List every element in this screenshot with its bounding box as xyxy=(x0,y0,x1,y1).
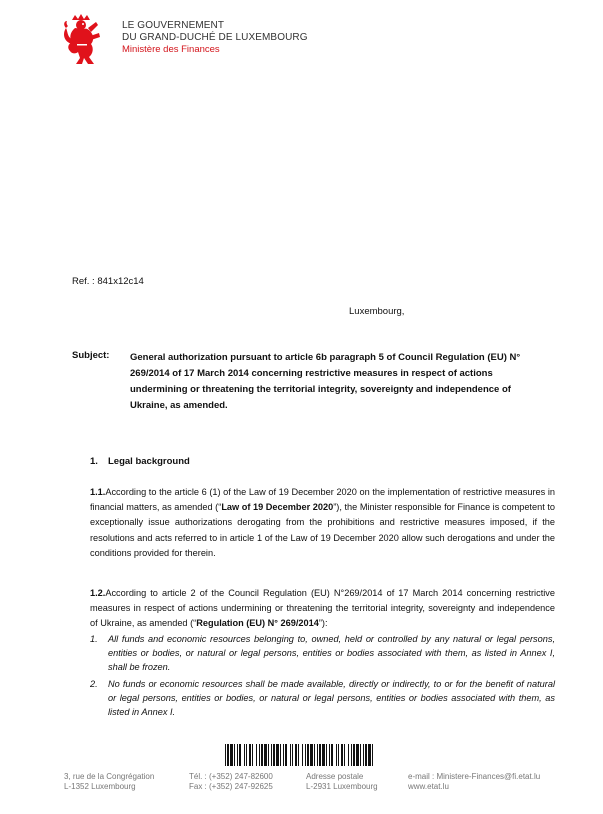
footer-address-line1: 3, rue de la Congrégation xyxy=(64,772,155,781)
barcode-bar xyxy=(331,744,333,766)
barcode-image xyxy=(225,744,375,770)
paragraph-defined-term: Regulation (EU) N° 269/2014 xyxy=(196,618,319,629)
barcode-bar xyxy=(290,744,291,766)
reference-number: Ref. : 841x12c14 xyxy=(72,276,144,287)
barcode-bar xyxy=(252,744,253,766)
footer-website: www.etat.lu xyxy=(408,782,449,791)
paragraph-1-2 xyxy=(90,586,555,632)
footer-postal xyxy=(306,772,378,792)
barcode-bar xyxy=(280,744,281,766)
barcode-bar xyxy=(356,744,359,766)
barcode-bar xyxy=(341,744,343,766)
barcode-bar xyxy=(227,744,229,766)
list-item xyxy=(90,632,555,675)
barcode-bar xyxy=(314,744,315,766)
paragraph-1-1 xyxy=(90,485,555,561)
place-date-line: Luxembourg, xyxy=(349,306,405,317)
footer-email: e-mail : Ministere-Finances@fi.etat.lu xyxy=(408,772,541,781)
list-item-number: 1. xyxy=(90,634,98,644)
barcode-bar xyxy=(264,744,267,766)
barcode-bar xyxy=(326,744,327,766)
list-item-text: No funds or economic resources shall be made available, directly or indirectly, to or for the benefit of natural or legal persons, entities or bodies, or natural or legal persons, entities or bodies associated with them, as listed in Annex I. xyxy=(108,679,555,718)
ministry-name: Ministère des Finances xyxy=(122,44,220,55)
footer-contact xyxy=(408,772,540,792)
barcode-bar xyxy=(249,744,251,766)
government-name-line2: DU GRAND-DUCHÉ DE LUXEMBOURG xyxy=(122,32,308,43)
barcode-bar xyxy=(268,744,269,766)
barcode-bar xyxy=(259,744,260,766)
barcode-bar xyxy=(298,744,299,766)
barcode-bar xyxy=(360,744,361,766)
subject-text: General authorization pursuant to article 6b paragraph 5 of Council Regulation (EU) N° 269/2014 of 17 March 2014 concerning restrictive measures in respect of actions undermining or threatening the territorial integrity, sovereignty and independence of Ukraine, as amended. xyxy=(130,352,521,411)
subject-label: Subject: xyxy=(72,350,110,361)
paragraph-text: According to the article 6 (1) of the Law of 19 December 2020 on the implementation of restrictive measures in financial matters, as amended (“ xyxy=(90,487,555,513)
barcode-bar xyxy=(351,744,352,766)
barcode-bar xyxy=(244,744,245,766)
government-name-line1: LE GOUVERNEMENT xyxy=(122,20,225,31)
barcode-bar xyxy=(273,744,275,766)
barcode-bar xyxy=(319,744,321,766)
barcode-bar xyxy=(292,744,293,766)
list-item-number: 2. xyxy=(90,679,98,689)
barcode-bar xyxy=(234,744,235,766)
barcode-bar xyxy=(276,744,279,766)
barcode-bar xyxy=(322,744,325,766)
paragraph-number: 1.1. xyxy=(90,487,106,497)
lion-logo-icon xyxy=(60,14,104,66)
footer-address-line2: L-1352 Luxembourg xyxy=(64,782,136,791)
barcode-bar xyxy=(307,744,309,766)
barcode-bar xyxy=(317,744,318,766)
footer-address xyxy=(64,772,154,792)
barcode-bar xyxy=(363,744,364,766)
barcode-bar xyxy=(246,744,247,766)
footer-phone xyxy=(189,772,273,792)
barcode-bar xyxy=(302,744,303,766)
government-header xyxy=(122,20,308,56)
barcode-bar xyxy=(348,744,349,766)
barcode-bar xyxy=(271,744,272,766)
barcode-bar xyxy=(353,744,355,766)
paragraph-number: 1.2. xyxy=(90,588,106,598)
barcode-bar xyxy=(225,744,226,766)
barcode-bar xyxy=(237,744,238,766)
barcode-bar xyxy=(285,744,287,766)
barcode-bar xyxy=(283,744,284,766)
footer-fax: Fax : (+352) 247-92625 xyxy=(189,782,273,791)
barcode-bar xyxy=(305,744,306,766)
barcode-bar xyxy=(310,744,313,766)
footer-postal-code: L-2931 Luxembourg xyxy=(306,782,378,791)
barcode-bar xyxy=(365,744,367,766)
paragraph-text-cont: ”): xyxy=(318,618,328,629)
barcode-bar xyxy=(295,744,297,766)
paragraph-text: According to article 2 of the Council Regulation (EU) N°269/2014 of 17 March 2014 concerning restrictive measures in respect of actions undermining or threatening the territorial integrity, sovereignty and independence of Ukraine, as amended (“ xyxy=(90,588,555,629)
list-item-text: All funds and economic resources belonging to, owned, held or controlled by any natural or legal persons, entities or bodies, or natural or legal persons, entities or bodies associated with them, as listed in Annex I, shall be frozen. xyxy=(108,634,555,673)
barcode-bar xyxy=(239,744,241,766)
barcode-bar xyxy=(368,744,371,766)
barcode-bar xyxy=(344,744,345,766)
barcode-bar xyxy=(338,744,339,766)
section-number: 1. xyxy=(90,456,98,467)
barcode-bar xyxy=(261,744,263,766)
section-title: Legal background xyxy=(108,456,190,467)
barcode-bar xyxy=(256,744,257,766)
paragraph-defined-term: Law of 19 December 2020 xyxy=(221,502,334,513)
barcode-bar xyxy=(372,744,373,766)
barcode-bar xyxy=(329,744,330,766)
footer-tel: Tél. : (+352) 247-82600 xyxy=(189,772,273,781)
list-item xyxy=(90,677,555,720)
paragraph-text-cont: ”), the Minister responsible for Finance is competent to exceptionally issue authorizations derogating from the prohibitions and restrictive measures imposed, if the resolutions and acts referred to in article 1 of the Law of 19 December 2020 allow such derogations and under the conditions provided for therein. xyxy=(90,502,555,558)
barcode-bar xyxy=(336,744,337,766)
barcode-bar xyxy=(230,744,233,766)
footer-postal-label: Adresse postale xyxy=(306,772,364,781)
